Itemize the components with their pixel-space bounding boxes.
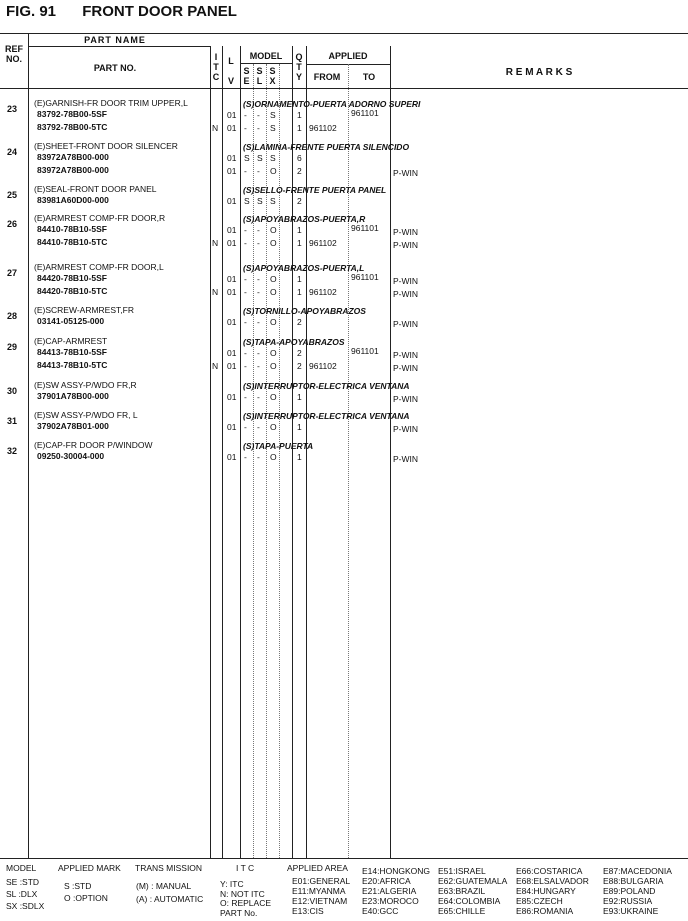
legend-transmission-item: (A) : AUTOMATIC — [136, 894, 204, 904]
model-sl: - — [257, 110, 260, 120]
legend-area-code: E14:HONGKONG — [362, 866, 431, 876]
legend-area-code: E11:MYANMA — [292, 886, 346, 896]
quantity: 1 — [297, 287, 302, 297]
part-number: 83792-78B00-5SF — [37, 109, 107, 119]
model-sl: - — [257, 452, 260, 462]
legend-area-code: E85:CZECH — [516, 896, 563, 906]
model-se: - — [244, 110, 247, 120]
quantity: 1 — [297, 274, 302, 284]
spanish-name: (S)TAPA-PUERTA — [243, 441, 314, 451]
legend-area-code: E84:HUNGARY — [516, 886, 576, 896]
ref-number: 32 — [6, 446, 17, 456]
remarks: P-WIN — [393, 350, 419, 360]
itc-mark: N — [212, 287, 219, 297]
model-sx: O — [270, 287, 277, 297]
figure-label: FIG. 91 — [6, 3, 57, 20]
model-se: - — [244, 452, 247, 462]
model-sl: S — [257, 153, 263, 163]
level: 01 — [227, 317, 237, 327]
legend-itc-heading: I T C — [236, 863, 255, 873]
legend-area-code: E88:BULGARIA — [603, 876, 664, 886]
level: 01 — [227, 287, 237, 297]
remarks: P-WIN — [393, 276, 419, 286]
header-itc: I T C — [212, 52, 220, 82]
ref-number: 31 — [6, 416, 17, 426]
model-sx: O — [270, 361, 277, 371]
model-se: - — [244, 317, 247, 327]
remarks: P-WIN — [393, 394, 419, 404]
spanish-name: (S)LAMINA-FRENTE PUERTA SILENCIDO — [243, 142, 410, 152]
header-qty: Q T Y — [295, 52, 303, 82]
header-model: MODEL — [249, 51, 283, 61]
level: 01 — [227, 153, 237, 163]
part-number: 03141-05125-000 — [37, 316, 105, 326]
quantity: 2 — [297, 196, 302, 206]
legend-itc-item: N: NOT ITC — [220, 888, 265, 899]
part-name: (E)CAP-FR DOOR P/WINDOW — [34, 440, 153, 450]
model-sl: - — [257, 238, 260, 248]
part-number: 37902A78B01-000 — [37, 421, 109, 431]
model-se: - — [244, 348, 247, 358]
legend-area-code: E93:UKRAINE — [603, 906, 659, 916]
quantity: 1 — [297, 422, 302, 432]
quantity: 2 — [297, 361, 302, 371]
model-se: - — [244, 238, 247, 248]
header-part-name: PART NAME — [84, 35, 146, 45]
spanish-name: (S)APOYABRAZOS-PUERTA,R — [243, 214, 366, 224]
part-number: 83972A78B00-000 — [37, 152, 109, 162]
ref-number: 25 — [6, 190, 17, 200]
legend-area-code: E63:BRAZIL — [438, 886, 486, 896]
quantity: 2 — [297, 348, 302, 358]
legend-area-code: E92:RUSSIA — [603, 896, 653, 906]
model-sx: O — [270, 422, 277, 432]
remarks: P-WIN — [393, 240, 419, 250]
level: 01 — [227, 238, 237, 248]
legend-transmission-item: (M) : MANUAL — [136, 881, 192, 891]
header-ref-no: REF NO. — [5, 44, 23, 64]
spanish-name: (S)ORNAMENTO-PUERTA ADORNO SUPERI — [243, 99, 421, 109]
header-applied: APPLIED — [328, 51, 368, 61]
spanish-name: (S)APOYABRAZOS-PUERTA,L — [243, 263, 365, 273]
spanish-name: (S)INTERRUPTOR-ELECTRICA VENTANA — [243, 411, 410, 421]
quantity: 1 — [297, 238, 302, 248]
quantity: 1 — [297, 225, 302, 235]
part-name: (E)CAP-ARMREST — [34, 336, 108, 346]
model-sx: S — [270, 153, 276, 163]
level: 01 — [227, 196, 237, 206]
header-lv: L V — [227, 56, 234, 86]
model-sl: - — [257, 348, 260, 358]
part-number: 09250-30004-000 — [37, 451, 105, 461]
legend-model-item: SX :SDLX — [6, 901, 45, 911]
applied-from: 961102 — [309, 361, 337, 371]
part-name: (E)SEAL-FRONT DOOR PANEL — [34, 184, 157, 194]
model-sl: - — [257, 361, 260, 371]
header-model-sl: S L — [256, 66, 263, 86]
part-name: (E)SW ASSY-P/WDO FR, L — [34, 410, 138, 420]
model-sl: - — [257, 274, 260, 284]
model-sl: - — [257, 123, 260, 133]
legend-transmission-heading: TRANS MISSION — [135, 863, 203, 873]
quantity: 2 — [297, 317, 302, 327]
level: 01 — [227, 110, 237, 120]
quantity: 1 — [297, 123, 302, 133]
model-se: - — [244, 123, 247, 133]
part-name: (E)SHEET-FRONT DOOR SILENCER — [34, 141, 178, 151]
model-se: - — [244, 287, 247, 297]
quantity: 2 — [297, 166, 302, 176]
model-sx: O — [270, 317, 277, 327]
legend-area-code: E89:POLAND — [603, 886, 656, 896]
level: 01 — [227, 452, 237, 462]
ref-number: 27 — [6, 268, 17, 278]
header-remarks: R E M A R K S — [505, 67, 573, 78]
legend-area-code: E20:AFRICA — [362, 876, 411, 886]
legend-area-code: E12:VIETNAM — [292, 896, 348, 906]
legend-area-code: E62:GUATEMALA — [438, 876, 508, 886]
figure-title — [6, 3, 237, 20]
legend-area-code: E23:MOROCO — [362, 896, 419, 906]
model-sx: O — [270, 274, 277, 284]
part-number: 37901A78B00-000 — [37, 391, 109, 401]
legend-area-code: E86:ROMANIA — [516, 906, 574, 916]
legend-itc-item: Y: ITC — [220, 879, 244, 889]
model-sl: - — [257, 225, 260, 235]
model-sx: O — [270, 392, 277, 402]
level: 01 — [227, 392, 237, 402]
legend-area-code: E01:GENERAL — [292, 876, 351, 886]
part-name: (E)SCREW-ARMREST,FR — [34, 305, 134, 315]
legend-applied-mark-item: O :OPTION — [64, 893, 108, 903]
model-se: - — [244, 422, 247, 432]
legend-itc-item: PART No. — [220, 907, 258, 918]
applied-to: 961101 — [351, 272, 379, 282]
legend-area-code: E21:ALGERIA — [362, 886, 417, 896]
remarks: P-WIN — [393, 363, 419, 373]
applied-to: 961101 — [351, 108, 379, 118]
spanish-name: (S)INTERRUPTOR-ELECTRICA VENTANA — [243, 381, 410, 391]
remarks: P-WIN — [393, 227, 419, 237]
remarks: P-WIN — [393, 319, 419, 329]
part-name: (E)ARMREST COMP-FR DOOR,R — [34, 213, 166, 223]
level: 01 — [227, 123, 237, 133]
legend-area-code: E64:COLOMBIA — [438, 896, 501, 906]
model-sl: - — [257, 166, 260, 176]
part-number: 84413-78B10-5SF — [37, 347, 107, 357]
header-model-sx: S X — [269, 66, 276, 86]
model-sx: O — [270, 166, 277, 176]
remarks: P-WIN — [393, 454, 419, 464]
model-sx: O — [270, 238, 277, 248]
header-model-se: S E — [243, 66, 250, 86]
header-to: TO — [362, 72, 376, 82]
applied-to: 961101 — [351, 346, 379, 356]
quantity: 6 — [297, 153, 302, 163]
itc-mark: N — [212, 238, 219, 248]
model-sl: - — [257, 422, 260, 432]
part-number: 84420-78B10-5TC — [37, 286, 108, 296]
remarks: P-WIN — [393, 424, 419, 434]
legend-area-code: E66:COSTARICA — [516, 866, 583, 876]
part-name: (E)ARMREST COMP-FR DOOR,L — [34, 262, 164, 272]
model-sx: S — [270, 123, 276, 133]
model-sl: - — [257, 287, 260, 297]
part-name: (E)GARNISH-FR DOOR TRIM UPPER,L — [34, 98, 188, 108]
part-number: 83981A60D00-000 — [37, 195, 109, 205]
level: 01 — [227, 274, 237, 284]
part-name: (E)SW ASSY-P/WDO FR,R — [34, 380, 137, 390]
part-number: 84410-78B10-5TC — [37, 237, 108, 247]
remarks: P-WIN — [393, 289, 419, 299]
ref-number: 28 — [6, 311, 17, 321]
remarks: P-WIN — [393, 168, 419, 178]
part-number: 84410-78B10-5SF — [37, 224, 107, 234]
legend-model-item: SE :STD — [6, 877, 40, 887]
ref-number: 23 — [6, 104, 17, 114]
level: 01 — [227, 422, 237, 432]
model-sx: S — [270, 110, 276, 120]
ref-number: 29 — [6, 342, 17, 352]
legend-model-heading: MODEL — [6, 863, 37, 873]
legend-applied-mark-heading: APPLIED MARK — [58, 863, 121, 873]
level: 01 — [227, 361, 237, 371]
quantity: 1 — [297, 452, 302, 462]
legend-applied-area-heading: APPLIED AREA — [287, 863, 348, 873]
model-sx: O — [270, 452, 277, 462]
ref-number: 26 — [6, 219, 17, 229]
quantity: 1 — [297, 392, 302, 402]
spanish-name: (S)TAPA-APOYABRAZOS — [243, 337, 345, 347]
quantity: 1 — [297, 110, 302, 120]
legend-area-code: E87:MACEDONIA — [603, 866, 672, 876]
itc-mark: N — [212, 361, 219, 371]
legend-area-code: E51:ISRAEL — [438, 866, 486, 876]
applied-to: 961101 — [351, 223, 379, 233]
legend-area-code: E65:CHILLE — [438, 906, 486, 916]
part-number: 84420-78B10-5SF — [37, 273, 107, 283]
model-se: - — [244, 361, 247, 371]
ref-number: 30 — [6, 386, 17, 396]
spanish-name: (S)TORNILLO-APOYABRAZOS — [243, 306, 366, 316]
spanish-name: (S)SELLO-FRENTE PUERTA PANEL — [243, 185, 387, 195]
model-se: - — [244, 166, 247, 176]
applied-from: 961102 — [309, 287, 337, 297]
legend-applied-mark-item: S :STD — [64, 881, 92, 891]
legend-model-item: SL :DLX — [6, 889, 38, 899]
applied-from: 961102 — [309, 123, 337, 133]
ref-number: 24 — [6, 147, 17, 157]
level: 01 — [227, 225, 237, 235]
legend-area-code: E40:GCC — [362, 906, 399, 916]
model-se: S — [244, 196, 250, 206]
model-sl: - — [257, 392, 260, 402]
model-sx: O — [270, 225, 277, 235]
level: 01 — [227, 348, 237, 358]
part-number: 84413-78B10-5TC — [37, 360, 108, 370]
model-sl: S — [257, 196, 263, 206]
figure-name: FRONT DOOR PANEL — [82, 3, 237, 20]
model-sl: - — [257, 317, 260, 327]
legend-area-code: E68:ELSALVADOR — [516, 876, 589, 886]
level: 01 — [227, 166, 237, 176]
model-se: - — [244, 274, 247, 284]
model-se: S — [244, 153, 250, 163]
model-sx: S — [270, 196, 276, 206]
header-part-no: PART NO. — [93, 63, 137, 73]
header-from: FROM — [313, 72, 341, 82]
model-se: - — [244, 225, 247, 235]
model-se: - — [244, 392, 247, 402]
model-sx: O — [270, 348, 277, 358]
applied-from: 961102 — [309, 238, 337, 248]
part-number: 83972A78B00-000 — [37, 165, 109, 175]
itc-mark: N — [212, 123, 219, 133]
part-number: 83792-78B00-5TC — [37, 122, 108, 132]
legend-itc-item: O: REPLACE — [220, 898, 272, 908]
legend-area-code: E13:CIS — [292, 906, 324, 916]
